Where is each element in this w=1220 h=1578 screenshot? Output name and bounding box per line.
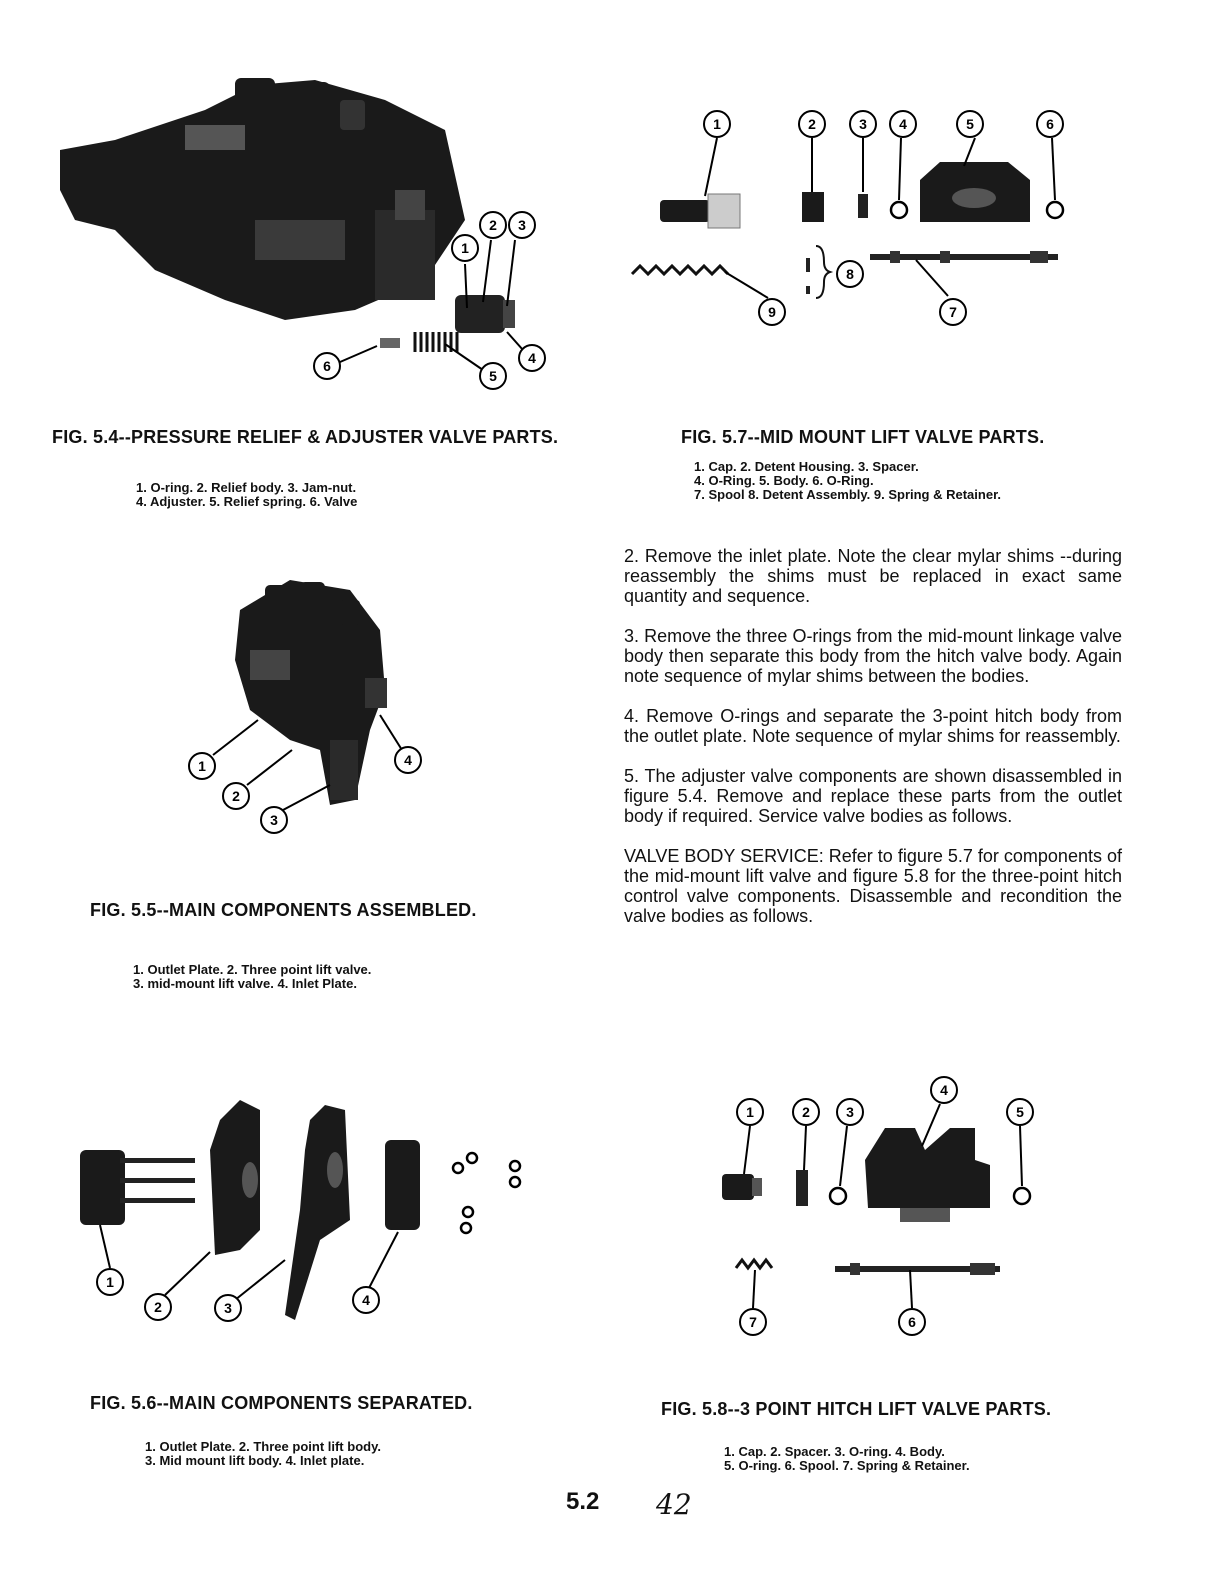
assembled-valve-image <box>235 580 387 805</box>
svg-text:6: 6 <box>323 358 331 374</box>
figure-5-6-photo <box>80 1090 550 1350</box>
paragraph: 3. Remove the three O-rings from the mid-mount linkage valve body then separate this body from the hitch valve body. Again note sequence of mylar shims between the bodies. <box>624 626 1122 686</box>
figure-5-7-photo <box>620 100 1120 340</box>
caption-line: 4. Adjuster. 5. Relief spring. 6. Valve <box>136 494 358 509</box>
callout-3 <box>850 111 876 137</box>
paragraph: 4. Remove O-rings and separate the 3-point hitch body from the outlet plate. Note sequence of mylar shims for reassembly. <box>624 706 1122 746</box>
handwritten-page-number: 42 <box>656 1488 692 1521</box>
callout-5 <box>480 363 506 389</box>
figure-5-8-photo <box>700 1070 1060 1350</box>
svg-text:5: 5 <box>1016 1104 1024 1120</box>
callout-9 <box>759 299 785 325</box>
svg-text:1: 1 <box>461 240 469 256</box>
svg-text:2: 2 <box>154 1299 162 1315</box>
callout-1 <box>704 111 730 137</box>
callout-4 <box>519 345 545 371</box>
callout-4 <box>931 1077 957 1103</box>
callout-8 <box>837 261 863 287</box>
callout-2 <box>145 1294 171 1320</box>
svg-text:2: 2 <box>808 116 816 132</box>
caption-line: 5. O-ring. 6. Spool. 7. Spring & Retainer. <box>724 1458 970 1473</box>
callout-1 <box>452 235 478 261</box>
figure-5-4-title: FIG. 5.4--PRESSURE RELIEF & ADJUSTER VALVE PARTS. <box>52 427 559 447</box>
callout-3 <box>261 807 287 833</box>
caption-line: 1. O-ring. 2. Relief body. 3. Jam-nut. <box>136 480 357 495</box>
callout-3 <box>509 212 535 238</box>
figure-5-7-caption <box>694 460 1001 502</box>
figure-5-4-caption <box>136 481 357 509</box>
svg-text:3: 3 <box>224 1300 232 1316</box>
svg-text:2: 2 <box>232 788 240 804</box>
svg-text:7: 7 <box>949 304 957 320</box>
caption-line: 3. mid-mount lift valve. 4. Inlet Plate. <box>133 976 357 991</box>
figure-5-5-caption <box>133 963 371 991</box>
valve-assembly-image <box>60 78 465 320</box>
caption-line: 1. Cap. 2. Detent Housing. 3. Spacer. <box>694 459 919 474</box>
caption-line: 1. Outlet Plate. 2. Three point lift body. <box>145 1439 381 1454</box>
callout-4 <box>890 111 916 137</box>
callout-7 <box>740 1309 766 1335</box>
svg-text:2: 2 <box>489 217 497 233</box>
separated-components-image <box>80 1100 520 1320</box>
svg-text:1: 1 <box>713 116 721 132</box>
callout-2 <box>793 1099 819 1125</box>
callout-4 <box>353 1287 379 1313</box>
caption-line: 7. Spool 8. Detent Assembly. 9. Spring & Retainer. <box>694 487 1002 502</box>
figure-5-6-title: FIG. 5.6--MAIN COMPONENTS SEPARATED. <box>90 1393 473 1413</box>
svg-text:4: 4 <box>404 752 412 768</box>
figure-5-7-title: FIG. 5.7--MID MOUNT LIFT VALVE PARTS. <box>681 427 1045 447</box>
caption-line: 1. Cap. 2. Spacer. 3. O-ring. 4. Body. <box>724 1444 945 1459</box>
body-text <box>624 546 1122 946</box>
paragraph: VALVE BODY SERVICE: Refer to figure 5.7 for components of the mid-mount lift valve and figure 5.8 for the three-point hitch control valve components. Disassemble and recondition the valve bodies as follows. <box>624 846 1122 926</box>
page-number: 5.2 <box>566 1488 600 1515</box>
svg-text:8: 8 <box>846 266 854 282</box>
caption-line: 1. Outlet Plate. 2. Three point lift valve. <box>133 962 372 977</box>
callout-6 <box>314 353 340 379</box>
svg-text:3: 3 <box>846 1104 854 1120</box>
svg-text:3: 3 <box>518 217 526 233</box>
caption-line: 3. Mid mount lift body. 4. Inlet plate. <box>145 1453 365 1468</box>
relief-parts-image <box>380 295 515 352</box>
svg-text:4: 4 <box>899 116 907 132</box>
svg-text:1: 1 <box>746 1104 754 1120</box>
svg-text:6: 6 <box>1046 116 1054 132</box>
paragraph: 5. The adjuster valve components are shown disassembled in figure 5.4. Remove and replace these parts from the outlet body if required. Service valve bodies as follows. <box>624 766 1122 826</box>
figure-5-6-caption <box>145 1440 381 1468</box>
svg-text:5: 5 <box>966 116 974 132</box>
callout-6 <box>899 1309 925 1335</box>
callout-1 <box>737 1099 763 1125</box>
svg-text:3: 3 <box>859 116 867 132</box>
parts-image <box>722 1128 1030 1275</box>
caption-line: 4. O-Ring. 5. Body. 6. O-Ring. <box>694 473 874 488</box>
svg-text:6: 6 <box>908 1314 916 1330</box>
callout-5 <box>957 111 983 137</box>
figure-5-5-title: FIG. 5.5--MAIN COMPONENTS ASSEMBLED. <box>90 900 477 920</box>
figure-5-4-photo <box>55 70 555 400</box>
svg-text:3: 3 <box>270 812 278 828</box>
svg-text:1: 1 <box>106 1274 114 1290</box>
callout-6 <box>1037 111 1063 137</box>
callout-1 <box>97 1269 123 1295</box>
figure-5-8-title: FIG. 5.8--3 POINT HITCH LIFT VALVE PARTS. <box>661 1399 1052 1419</box>
svg-text:7: 7 <box>749 1314 757 1330</box>
callout-3 <box>837 1099 863 1125</box>
svg-text:2: 2 <box>802 1104 810 1120</box>
callout-5 <box>1007 1099 1033 1125</box>
callout-4 <box>395 747 421 773</box>
figure-5-5-photo <box>180 570 440 840</box>
figure-5-8-caption <box>724 1445 970 1473</box>
svg-text:5: 5 <box>489 368 497 384</box>
svg-text:4: 4 <box>362 1292 370 1308</box>
callout-1 <box>189 753 215 779</box>
callout-2 <box>223 783 249 809</box>
paragraph: 2. Remove the inlet plate. Note the clear mylar shims --during reassembly the shims must be replaced in exact same quantity and sequence. <box>624 546 1122 606</box>
svg-text:9: 9 <box>768 304 776 320</box>
svg-text:4: 4 <box>940 1082 948 1098</box>
callout-2 <box>799 111 825 137</box>
callout-7 <box>940 299 966 325</box>
callout-2 <box>480 212 506 238</box>
svg-text:4: 4 <box>528 350 536 366</box>
svg-text:1: 1 <box>198 758 206 774</box>
callout-3 <box>215 1295 241 1321</box>
